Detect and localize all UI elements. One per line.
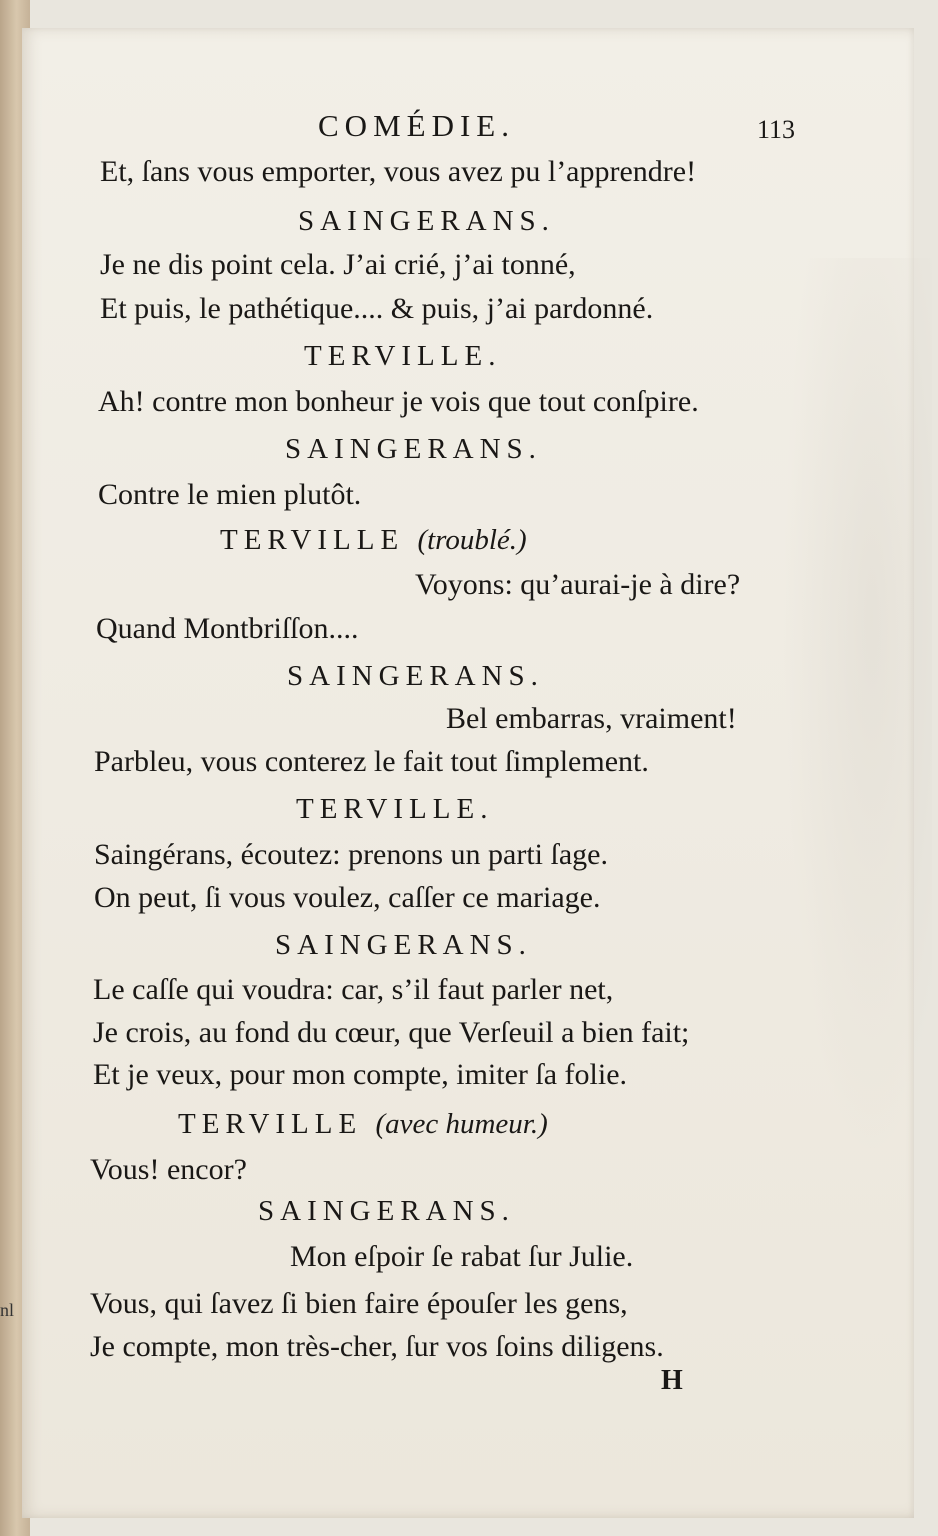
signature-mark: H bbox=[661, 1365, 683, 1396]
verse-line: Quand Montbriſſon.... bbox=[96, 612, 359, 645]
speaker-name: SAINGERANS. bbox=[298, 205, 555, 237]
speaker-with-stage-direction bbox=[178, 1108, 548, 1141]
speaker-name: TERVILLE. bbox=[304, 340, 502, 372]
verse-line: Le caſſe qui voudra: car, s’il faut parler net, bbox=[93, 973, 614, 1006]
speaker-name: SAINGERANS. bbox=[285, 433, 542, 465]
verse-line: Vous, qui ſavez ſi bien faire épouſer les gens, bbox=[90, 1287, 628, 1320]
verse-line: Mon eſpoir ſe rabat ſur Julie. bbox=[290, 1240, 634, 1273]
stage-direction: (avec humeur.) bbox=[375, 1108, 548, 1140]
verse-line: Je crois, au fond du cœur, que Verſeuil a bien fait; bbox=[93, 1016, 690, 1049]
stage-direction: (troublé.) bbox=[417, 524, 527, 556]
verse-line: Je ne dis point cela. J’ai crié, j’ai tonné, bbox=[100, 248, 576, 281]
verse-line: Vous! encor? bbox=[90, 1153, 247, 1186]
speaker-name: SAINGERANS. bbox=[275, 929, 532, 961]
verse-line: Et, ſans vous emporter, vous avez pu l’apprendre! bbox=[100, 155, 697, 188]
margin-mark: nl bbox=[0, 1300, 15, 1320]
speaker-name: SAINGERANS. bbox=[258, 1195, 515, 1227]
verse-line: Parbleu, vous conterez le fait tout ſimplement. bbox=[94, 745, 649, 778]
verse-line: Ah! contre mon bonheur je vois que tout conſpire. bbox=[98, 385, 699, 418]
verse-line: Je compte, mon très-cher, ſur vos ſoins diligens. bbox=[90, 1330, 664, 1363]
running-head: COMÉDIE. bbox=[318, 108, 515, 143]
verse-line: On peut, ſi vous voulez, caſſer ce mariage. bbox=[94, 881, 601, 914]
speaker-name: TERVILLE bbox=[220, 524, 405, 556]
verse-line: Bel embarras, vraiment! bbox=[446, 702, 737, 735]
speaker-name: TERVILLE bbox=[178, 1108, 363, 1140]
verse-line: Voyons: qu’aurai-je à dire? bbox=[415, 568, 741, 601]
show-through bbox=[782, 258, 932, 1158]
speaker-with-stage-direction bbox=[220, 524, 527, 557]
verse-line: Et puis, le pathétique.... & puis, j’ai pardonné. bbox=[100, 292, 654, 325]
page-number: 113 bbox=[757, 115, 796, 144]
verse-line: Contre le mien plutôt. bbox=[98, 478, 362, 511]
verse-line: Saingérans, écoutez: prenons un parti ſage. bbox=[94, 838, 608, 871]
verse-line: Et je veux, pour mon compte, imiter ſa folie. bbox=[93, 1058, 628, 1091]
speaker-name: TERVILLE. bbox=[296, 793, 494, 825]
speaker-name: SAINGERANS. bbox=[287, 660, 544, 692]
